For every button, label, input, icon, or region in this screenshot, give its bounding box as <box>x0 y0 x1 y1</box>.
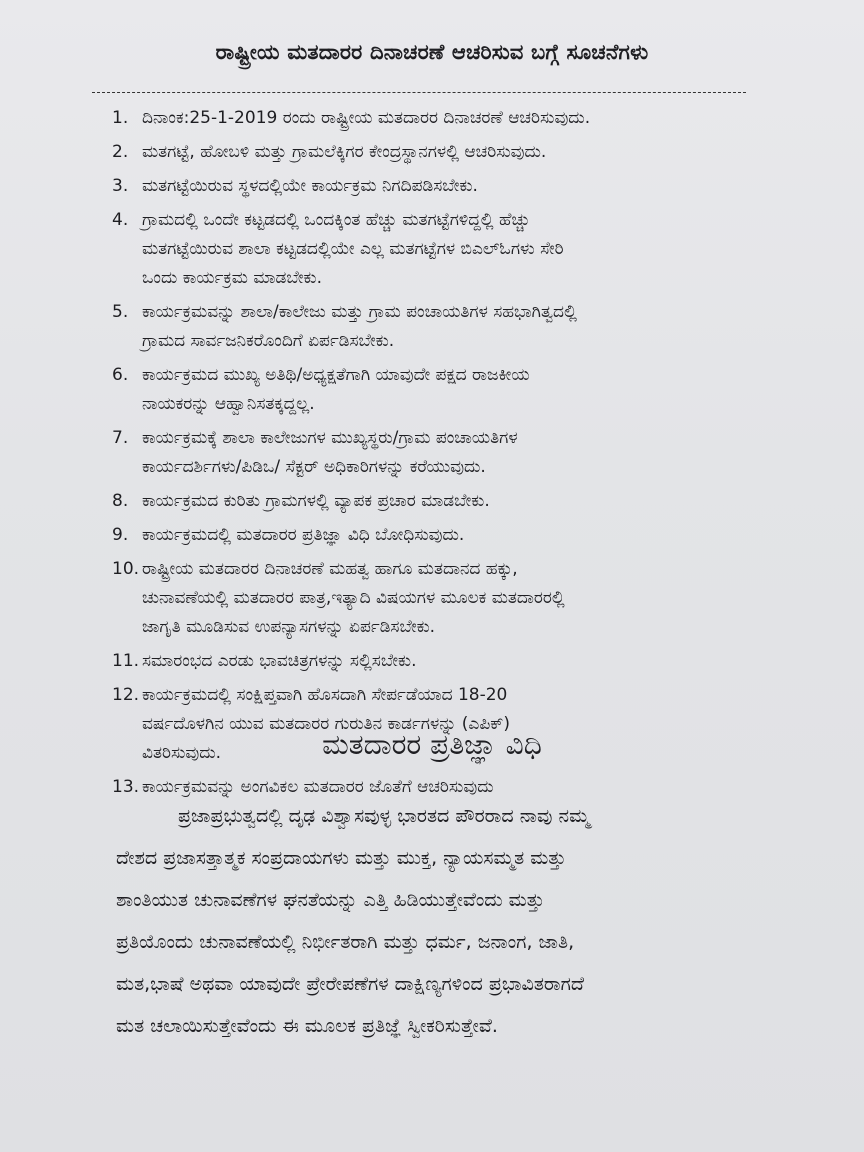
instruction-text <box>142 424 772 482</box>
instruction-text <box>142 487 772 516</box>
instruction-item <box>112 206 772 293</box>
instruction-number: 1. <box>112 108 129 128</box>
instruction-line: ಚುನಾವಣೆಯಲ್ಲಿ ಮತದಾರರ ಪಾತ್ರ,ಇತ್ಯಾದಿ ವಿಷಯಗಳ ಮೂಲಕ ಮತದಾರರಲ್ಲಿ <box>142 588 565 608</box>
instruction-item <box>112 487 772 516</box>
oath-title: ಮತದಾರರ ಪ್ರತಿಜ್ಞಾ ವಿಧಿ <box>322 728 542 761</box>
instruction-line: ಗ್ರಾಮದ ಸಾರ್ವಜನಿಕರೊಂದಿಗೆ ಏರ್ಪಡಿಸಬೇಕು. <box>142 331 395 351</box>
instruction-number: 13. <box>112 777 140 797</box>
instruction-text <box>142 521 772 550</box>
instruction-line: ಸಮಾರಂಭದ ಎರಡು ಭಾವಚಿತ್ರಗಳನ್ನು ಸಲ್ಲಿಸಬೇಕು. <box>142 651 417 671</box>
instruction-item <box>112 298 772 356</box>
instruction-line: ನಾಯಕರನ್ನು ಆಹ್ವಾನಿಸತಕ್ಕದ್ದಲ್ಲ. <box>142 394 315 414</box>
dashed-divider <box>92 92 746 93</box>
instruction-number: 10. <box>112 559 140 579</box>
instruction-line: ಗ್ರಾಮದಲ್ಲಿ ಒಂದೇ ಕಟ್ಟಡದಲ್ಲಿ ಒಂದಕ್ಕಿಂತ ಹೆಚ್ಚು ಮತಗಟ್ಟೆಗಳಿದ್ದಲ್ಲಿ ಹೆಚ್ಚು <box>142 210 531 230</box>
instruction-text <box>142 206 772 293</box>
instruction-number: 6. <box>112 365 129 385</box>
instruction-text <box>142 138 772 167</box>
instruction-number: 12. <box>112 685 140 705</box>
instruction-text <box>142 298 772 356</box>
instruction-item <box>112 172 772 201</box>
instruction-number: 3. <box>112 176 129 196</box>
instruction-list <box>112 104 772 807</box>
instruction-line: ಕಾರ್ಯಕ್ರಮಕ್ಕೆ ಶಾಲಾ ಕಾಲೇಜುಗಳ ಮುಖ್ಯಸ್ಥರು/ಗ್ರಾಮ ಪಂಚಾಯತಿಗಳ <box>142 428 518 448</box>
instruction-line: ಕಾರ್ಯದರ್ಶಿಗಳು/ಪಿಡಿಒ/ ಸೆಕ್ಟರ್ ಅಧಿಕಾರಿಗಳನ್ನು ಕರೆಯುವುದು. <box>142 457 486 477</box>
instruction-line: ವರ್ಷದೊಳಗಿನ ಯುವ ಮತದಾರರ ಗುರುತಿನ ಕಾರ್ಡಗಳನ್ನು (ಎಪಿಕ್) <box>142 714 511 734</box>
instruction-line: ಕಾರ್ಯಕ್ರಮವನ್ನು ಶಾಲಾ/ಕಾಲೇಜು ಮತ್ತು ಗ್ರಾಮ ಪಂಚಾಯತಿಗಳ ಸಹಭಾಗಿತ್ವದಲ್ಲಿ <box>142 302 577 322</box>
instruction-number: 9. <box>112 525 129 545</box>
instruction-line: ಕಾರ್ಯಕ್ರಮದಲ್ಲಿ ಸಂಕ್ಷಿಪ್ತವಾಗಿ ಹೊಸದಾಗಿ ಸೇರ್ಪಡೆಯಾದ 18-20 <box>142 685 508 705</box>
instruction-item <box>112 521 772 550</box>
instruction-item <box>112 361 772 419</box>
oath-line: ಮತ ಚಲಾಯಿಸುತ್ತೇವೆಂದು ಈ ಮೂಲಕ ಪ್ರತಿಜ್ಞೆ ಸ್ವೀಕರಿಸುತ್ತೇವೆ. <box>116 1015 498 1037</box>
instruction-line: ಕಾರ್ಯಕ್ರಮದ ಕುರಿತು ಗ್ರಾಮಗಳಲ್ಲಿ ವ್ಯಾಪಕ ಪ್ರಚಾರ ಮಾಡಬೇಕು. <box>142 491 490 511</box>
instruction-text <box>142 647 772 676</box>
instruction-number: 2. <box>112 142 129 162</box>
instruction-item <box>112 104 772 133</box>
instruction-number: 7. <box>112 428 129 448</box>
instruction-line: ಮತಗಟ್ಟೆ, ಹೋಬಳಿ ಮತ್ತು ಗ್ರಾಮಲೆಕ್ಕಿಗರ ಕೇಂದ್ರಸ್ಥಾನಗಳಲ್ಲಿ ಆಚರಿಸುವುದು. <box>142 142 547 162</box>
instruction-item <box>112 424 772 482</box>
instruction-text <box>142 361 772 419</box>
instruction-item <box>112 138 772 167</box>
oath-line: ಮತ,ಭಾಷೆ ಅಥವಾ ಯಾವುದೇ ಪ್ರೇರೇಪಣೆಗಳ ದಾಕ್ಷಿಣ್ಯಗಳಿಂದ ಪ್ರಭಾವಿತರಾಗದೆ <box>116 973 584 995</box>
oath-line: ದೇಶದ ಪ್ರಜಾಸತ್ತಾತ್ಮಕ ಸಂಪ್ರದಾಯಗಳು ಮತ್ತು ಮುಕ್ತ, ನ್ಯಾಯಸಮ್ಮತ ಮತ್ತು <box>116 847 567 869</box>
instruction-line: ರಾಷ್ಟ್ರೀಯ ಮತದಾರರ ದಿನಾಚರಣೆ ಮಹತ್ವ ಹಾಗೂ ಮತದಾನದ ಹಕ್ಕು, <box>142 559 518 579</box>
oath-line: ಶಾಂತಿಯುತ ಚುನಾವಣೆಗಳ ಘನತೆಯನ್ನು ಎತ್ತಿ ಹಿಡಿಯುತ್ತೇವೆಂದು ಮತ್ತು <box>116 889 545 911</box>
instruction-line: ಮತಗಟ್ಟೆಯಿರುವ ಶಾಲಾ ಕಟ್ಟಡದಲ್ಲಿಯೇ ಎಲ್ಲ ಮತಗಟ್ಟೆಗಳ ಬಿಎಲ್‌ಓಗಳು ಸೇರಿ <box>142 239 564 259</box>
instruction-number: 8. <box>112 491 129 511</box>
instruction-number: 11. <box>112 651 140 671</box>
instruction-line: ಕಾರ್ಯಕ್ರಮದಲ್ಲಿ ಮತದಾರರ ಪ್ರತಿಜ್ಞಾ ವಿಧಿ ಬೋಧಿಸುವುದು. <box>142 525 465 545</box>
instruction-line: ಒಂದು ಕಾರ್ಯಕ್ರಮ ಮಾಡಬೇಕು. <box>142 268 322 288</box>
instruction-line: ವಿತರಿಸುವುದು. <box>142 743 222 763</box>
oath-line: ಪ್ರತಿಯೊಂದು ಚುನಾವಣೆಯಲ್ಲಿ ನಿರ್ಭೀತರಾಗಿ ಮತ್ತು ಧರ್ಮ, ಜನಾಂಗ, ಜಾತಿ, <box>116 931 575 953</box>
instruction-number: 5. <box>112 302 129 322</box>
oath-line: ಪ್ರಜಾಪ್ರಭುತ್ವದಲ್ಲಿ ದೃಢ ವಿಶ್ವಾಸವುಳ್ಳ ಭಾರತದ ಪೌರರಾದ ನಾವು ನಮ್ಮ <box>178 805 590 827</box>
instruction-line: ಜಾಗೃತಿ ಮೂಡಿಸುವ ಉಪನ್ಯಾಸಗಳನ್ನು ಏರ್ಪಡಿಸಬೇಕು. <box>142 617 436 637</box>
instruction-text <box>142 104 772 133</box>
instruction-line: ಕಾರ್ಯಕ್ರಮವನ್ನು ಅಂಗವಿಕಲ ಮತದಾರರ ಜೊತೆಗೆ ಆಚರಿಸುವುದು <box>142 777 494 797</box>
instruction-text <box>142 172 772 201</box>
instruction-text <box>142 555 772 642</box>
instruction-line: ಕಾರ್ಯಕ್ರಮದ ಮುಖ್ಯ ಅತಿಥಿ/ಅಧ್ಯಕ್ಷತೆಗಾಗಿ ಯಾವುದೇ ಪಕ್ಷದ ರಾಜಕೀಯ <box>142 365 530 385</box>
instruction-number: 4. <box>112 210 129 230</box>
document-title: ರಾಷ್ಟ್ರೀಯ ಮತದಾರರ ದಿನಾಚರಣೆ ಆಚರಿಸುವ ಬಗ್ಗೆ ಸೂಚನೆಗಳು <box>215 40 649 64</box>
instruction-line: ದಿನಾಂಕ:25-1-2019 ರಂದು ರಾಷ್ಟ್ರೀಯ ಮತದಾರರ ದಿನಾಚರಣೆ ಆಚರಿಸುವುದು. <box>142 108 591 128</box>
oath-paragraph <box>116 795 816 1047</box>
instruction-item <box>112 647 772 676</box>
instruction-line: ಮತಗಟ್ಟೆಯಿರುವ ಸ್ಥಳದಲ್ಲಿಯೇ ಕಾರ್ಯಕ್ರಮ ನಿಗದಿಪಡಿಸಬೇಕು. <box>142 176 478 196</box>
instruction-item <box>112 555 772 642</box>
